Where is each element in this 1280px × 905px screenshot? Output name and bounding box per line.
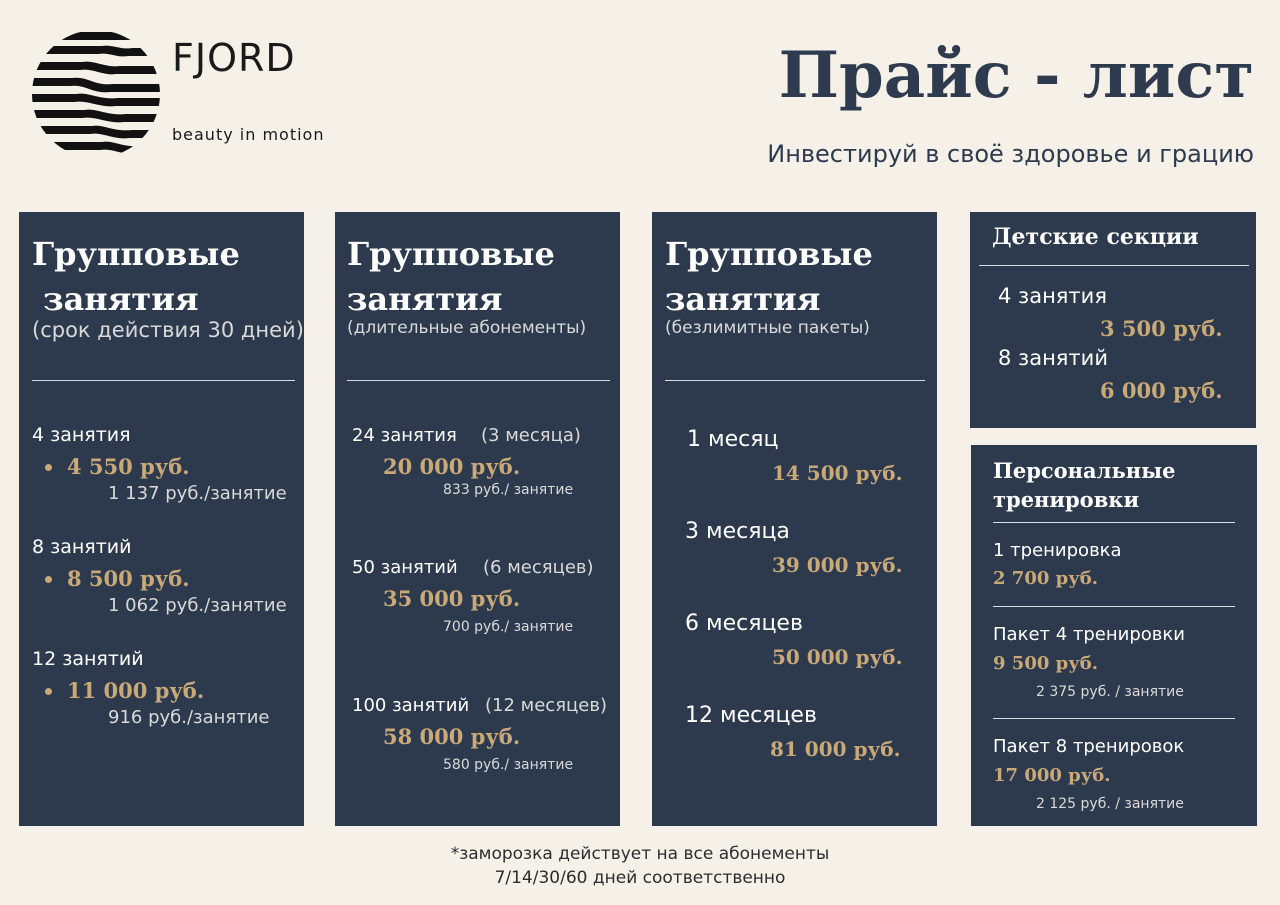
footer-note-line1: *заморозка действует на все абонементы bbox=[450, 844, 830, 864]
item-label: Пакет 4 тренировки bbox=[993, 624, 1185, 645]
card-kids-sections bbox=[970, 212, 1256, 428]
divider bbox=[993, 606, 1235, 607]
card-title: Персональные тренировки bbox=[993, 458, 1176, 512]
brand-name: FJORD bbox=[172, 36, 296, 80]
page-title: Прайс - лист bbox=[778, 38, 1254, 113]
divider bbox=[993, 718, 1235, 719]
item-price: 6 000 руб. bbox=[1100, 378, 1223, 403]
item-period: (3 месяца) bbox=[481, 425, 581, 446]
item-price: 58 000 руб. bbox=[383, 724, 521, 749]
item-per-session: 580 руб./ занятие bbox=[443, 757, 574, 773]
item-period: (6 месяцев) bbox=[483, 557, 594, 578]
item-label: Пакет 8 тренировок bbox=[993, 736, 1185, 757]
item-label: 50 занятий bbox=[352, 557, 458, 578]
item-price: 4 550 руб. bbox=[67, 454, 190, 479]
divider bbox=[32, 380, 295, 381]
item-price: 8 500 руб. bbox=[67, 566, 190, 591]
item-period: (12 месяцев) bbox=[485, 695, 607, 716]
item-label: 4 занятия bbox=[998, 284, 1107, 308]
item-per-session: 1 062 руб./занятие bbox=[108, 595, 287, 616]
bullet-icon bbox=[45, 576, 52, 583]
item-label: 8 занятий bbox=[32, 536, 132, 558]
page-subtitle: Инвестируй в своё здоровье и грацию bbox=[767, 140, 1254, 168]
card-title: Детские секции bbox=[992, 224, 1199, 250]
item-label: 1 месяц bbox=[687, 427, 779, 452]
card-personal-training bbox=[971, 445, 1257, 826]
item-price: 2 700 руб. bbox=[993, 568, 1099, 589]
bullet-icon bbox=[45, 464, 52, 471]
card-group-unlimited bbox=[652, 212, 937, 826]
card-title: Групповые занятия bbox=[32, 235, 240, 318]
item-per-session: 1 137 руб./занятие bbox=[108, 483, 287, 504]
card-group-long-term bbox=[335, 212, 620, 826]
card-group-30-days bbox=[19, 212, 304, 826]
item-price: 50 000 руб. bbox=[772, 645, 903, 669]
item-per-session: 700 руб./ занятие bbox=[443, 619, 574, 635]
divider bbox=[665, 380, 925, 381]
item-label: 4 занятия bbox=[32, 424, 131, 446]
card-subtitle: (длительные абонементы) bbox=[347, 318, 587, 338]
item-price: 17 000 руб. bbox=[993, 765, 1111, 786]
item-price: 20 000 руб. bbox=[383, 454, 521, 479]
item-price: 3 500 руб. bbox=[1100, 316, 1223, 341]
item-price: 14 500 руб. bbox=[772, 461, 903, 485]
bullet-icon bbox=[45, 688, 52, 695]
brand-tagline: beauty in motion bbox=[172, 125, 325, 144]
card-title: Групповые занятия bbox=[665, 235, 873, 318]
fjord-logo-icon bbox=[32, 30, 160, 158]
item-label: 12 месяцев bbox=[685, 703, 817, 728]
item-label: 24 занятия bbox=[352, 425, 457, 446]
card-title: Групповые занятия bbox=[347, 235, 555, 318]
item-per-session: 916 руб./занятие bbox=[108, 707, 270, 728]
item-label: 1 тренировка bbox=[993, 540, 1122, 561]
item-label: 100 занятий bbox=[352, 695, 470, 716]
item-label: 12 занятий bbox=[32, 648, 144, 670]
item-price: 39 000 руб. bbox=[772, 553, 903, 577]
divider bbox=[993, 522, 1235, 523]
item-price: 11 000 руб. bbox=[67, 678, 205, 703]
item-price: 9 500 руб. bbox=[993, 653, 1099, 674]
footer-note-line2: 7/14/30/60 дней соответственно bbox=[494, 868, 786, 888]
divider bbox=[347, 380, 610, 381]
divider bbox=[979, 265, 1249, 266]
item-per-session: 2 125 руб. / занятие bbox=[1036, 796, 1184, 812]
item-price: 35 000 руб. bbox=[383, 586, 521, 611]
item-label: 3 месяца bbox=[685, 519, 790, 544]
card-subtitle: (безлимитные пакеты) bbox=[665, 318, 870, 338]
item-label: 6 месяцев bbox=[685, 611, 803, 636]
item-per-session: 833 руб./ занятие bbox=[443, 482, 574, 498]
item-price: 81 000 руб. bbox=[770, 737, 901, 761]
card-subtitle: (срок действия 30 дней) bbox=[32, 318, 304, 342]
item-per-session: 2 375 руб. / занятие bbox=[1036, 684, 1184, 700]
item-label: 8 занятий bbox=[998, 346, 1108, 370]
